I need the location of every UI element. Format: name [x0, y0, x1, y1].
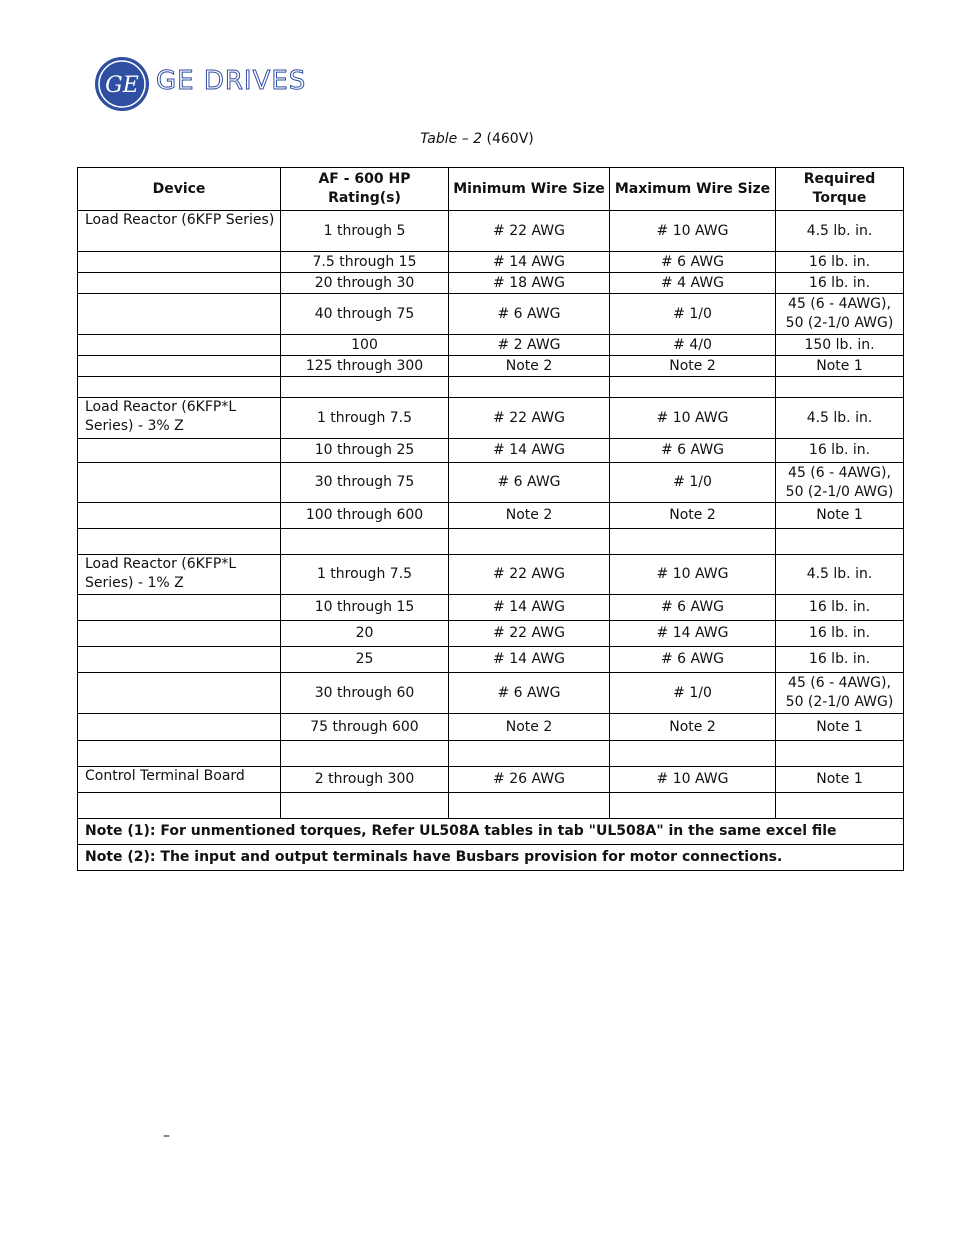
table-caption — [0, 131, 954, 147]
row-max-wire-cell: # 1/0 — [610, 463, 776, 503]
table-row — [78, 503, 904, 529]
row-rating-cell: 100 — [281, 335, 449, 356]
row-max-wire-cell: # 4 AWG — [610, 273, 776, 294]
row-max-wire-cell: # 10 AWG — [610, 398, 776, 439]
row-min-wire-cell: # 6 AWG — [449, 463, 610, 503]
row-device-cell — [78, 621, 281, 647]
row-device-cell: Control Terminal Board — [78, 767, 281, 793]
footer-mark: – — [163, 1128, 170, 1144]
row-torque-cell — [776, 529, 904, 555]
ge-monogram-icon — [92, 56, 156, 112]
row-torque-cell: 16 lb. in. — [776, 252, 904, 273]
table-header-row — [78, 168, 904, 211]
row-device-cell — [78, 714, 281, 741]
row-device-cell: Load Reactor (6KFP*L Series) - 1% Z — [78, 555, 281, 595]
row-min-wire-cell — [449, 529, 610, 555]
table-row — [78, 439, 904, 463]
row-max-wire-cell — [610, 529, 776, 555]
row-min-wire-cell: # 22 AWG — [449, 555, 610, 595]
row-rating-cell: 7.5 through 15 — [281, 252, 449, 273]
row-torque-cell: Note 1 — [776, 714, 904, 741]
row-torque-cell: 16 lb. in. — [776, 595, 904, 621]
row-min-wire-cell: Note 2 — [449, 503, 610, 529]
row-max-wire-cell: # 10 AWG — [610, 555, 776, 595]
row-min-wire-cell: # 6 AWG — [449, 673, 610, 714]
row-torque-cell — [776, 793, 904, 819]
row-max-wire-cell: Note 2 — [610, 503, 776, 529]
row-device-cell — [78, 503, 281, 529]
row-device-cell — [78, 335, 281, 356]
row-device-cell — [78, 439, 281, 463]
note-1: Note (1): For unmentioned torques, Refer UL508A tables in tab "UL508A" in the same excel file — [78, 819, 904, 845]
row-device-cell — [78, 673, 281, 714]
row-rating-cell: 1 through 5 — [281, 211, 449, 252]
row-device-cell — [78, 463, 281, 503]
ge-drives-logo — [92, 56, 332, 112]
row-device-cell — [78, 294, 281, 335]
table-row — [78, 621, 904, 647]
row-max-wire-cell: # 6 AWG — [610, 252, 776, 273]
col-min-wire: Minimum Wire Size — [449, 168, 610, 211]
row-min-wire-cell — [449, 741, 610, 767]
row-device-cell — [78, 377, 281, 398]
row-device-cell — [78, 741, 281, 767]
row-max-wire-cell: # 1/0 — [610, 294, 776, 335]
row-device-cell — [78, 793, 281, 819]
row-rating-cell: 10 through 25 — [281, 439, 449, 463]
table-row — [78, 294, 904, 335]
row-max-wire-cell — [610, 377, 776, 398]
table-row — [78, 398, 904, 439]
table-row — [78, 595, 904, 621]
table-row — [78, 377, 904, 398]
row-torque-cell: 16 lb. in. — [776, 273, 904, 294]
brand-name: GE DRIVES — [156, 66, 307, 96]
table-body — [78, 211, 904, 819]
note-row — [78, 819, 904, 845]
row-device-cell — [78, 273, 281, 294]
row-device-cell — [78, 252, 281, 273]
table-row — [78, 647, 904, 673]
row-min-wire-cell: # 14 AWG — [449, 595, 610, 621]
row-torque-cell: 16 lb. in. — [776, 439, 904, 463]
table-row — [78, 335, 904, 356]
row-min-wire-cell: # 22 AWG — [449, 398, 610, 439]
row-min-wire-cell: # 26 AWG — [449, 767, 610, 793]
table-row — [78, 714, 904, 741]
row-rating-cell: 25 — [281, 647, 449, 673]
row-torque-cell: 4.5 lb. in. — [776, 398, 904, 439]
row-max-wire-cell: # 6 AWG — [610, 439, 776, 463]
caption-rest: (460V) — [482, 131, 534, 147]
row-torque-cell — [776, 741, 904, 767]
row-torque-cell — [776, 377, 904, 398]
row-min-wire-cell: # 18 AWG — [449, 273, 610, 294]
row-min-wire-cell: # 22 AWG — [449, 211, 610, 252]
row-torque-cell: 4.5 lb. in. — [776, 555, 904, 595]
note-2: Note (2): The input and output terminals have Busbars provision for motor connections. — [78, 845, 904, 871]
row-torque-cell: 45 (6 - 4AWG), 50 (2-1/0 AWG) — [776, 294, 904, 335]
table-row — [78, 463, 904, 503]
col-device: Device — [78, 168, 281, 211]
row-torque-cell: 16 lb. in. — [776, 621, 904, 647]
row-max-wire-cell: Note 2 — [610, 714, 776, 741]
row-device-cell — [78, 529, 281, 555]
row-min-wire-cell: # 14 AWG — [449, 439, 610, 463]
row-torque-cell: 45 (6 - 4AWG), 50 (2-1/0 AWG) — [776, 463, 904, 503]
row-rating-cell: 40 through 75 — [281, 294, 449, 335]
row-rating-cell: 75 through 600 — [281, 714, 449, 741]
row-torque-cell: 16 lb. in. — [776, 647, 904, 673]
row-rating-cell — [281, 793, 449, 819]
row-min-wire-cell: # 6 AWG — [449, 294, 610, 335]
row-device-cell — [78, 356, 281, 377]
table-row — [78, 252, 904, 273]
table-row — [78, 211, 904, 252]
row-rating-cell — [281, 741, 449, 767]
row-rating-cell: 1 through 7.5 — [281, 398, 449, 439]
row-rating-cell: 30 through 75 — [281, 463, 449, 503]
row-torque-cell: Note 1 — [776, 767, 904, 793]
row-max-wire-cell: # 1/0 — [610, 673, 776, 714]
table-row — [78, 555, 904, 595]
table-row — [78, 529, 904, 555]
wire-size-table — [77, 167, 904, 871]
row-min-wire-cell — [449, 793, 610, 819]
row-max-wire-cell — [610, 741, 776, 767]
row-max-wire-cell: # 6 AWG — [610, 595, 776, 621]
row-rating-cell — [281, 529, 449, 555]
row-torque-cell: 45 (6 - 4AWG), 50 (2-1/0 AWG) — [776, 673, 904, 714]
row-rating-cell: 20 through 30 — [281, 273, 449, 294]
row-rating-cell: 30 through 60 — [281, 673, 449, 714]
row-torque-cell: 4.5 lb. in. — [776, 211, 904, 252]
table-row — [78, 741, 904, 767]
table-row — [78, 273, 904, 294]
row-torque-cell: Note 1 — [776, 356, 904, 377]
row-device-cell — [78, 647, 281, 673]
row-max-wire-cell: Note 2 — [610, 356, 776, 377]
row-rating-cell: 100 through 600 — [281, 503, 449, 529]
row-min-wire-cell — [449, 377, 610, 398]
row-max-wire-cell: # 6 AWG — [610, 647, 776, 673]
row-max-wire-cell — [610, 793, 776, 819]
row-rating-cell — [281, 377, 449, 398]
col-torque: Required Torque — [776, 168, 904, 211]
row-rating-cell: 10 through 15 — [281, 595, 449, 621]
row-max-wire-cell: # 4/0 — [610, 335, 776, 356]
row-torque-cell: Note 1 — [776, 503, 904, 529]
row-rating-cell: 2 through 300 — [281, 767, 449, 793]
row-torque-cell: 150 lb. in. — [776, 335, 904, 356]
row-min-wire-cell: Note 2 — [449, 356, 610, 377]
row-device-cell — [78, 595, 281, 621]
row-device-cell: Load Reactor (6KFP Series) — [78, 211, 281, 252]
row-max-wire-cell: # 10 AWG — [610, 767, 776, 793]
row-rating-cell: 20 — [281, 621, 449, 647]
row-min-wire-cell: # 22 AWG — [449, 621, 610, 647]
row-max-wire-cell: # 14 AWG — [610, 621, 776, 647]
caption-italic: Table – 2 — [420, 131, 483, 147]
row-rating-cell: 125 through 300 — [281, 356, 449, 377]
table-row — [78, 767, 904, 793]
table-row — [78, 356, 904, 377]
row-min-wire-cell: # 14 AWG — [449, 252, 610, 273]
row-device-cell: Load Reactor (6KFP*L Series) - 3% Z — [78, 398, 281, 439]
row-min-wire-cell: Note 2 — [449, 714, 610, 741]
row-min-wire-cell: # 14 AWG — [449, 647, 610, 673]
row-rating-cell: 1 through 7.5 — [281, 555, 449, 595]
table-row — [78, 673, 904, 714]
row-min-wire-cell: # 2 AWG — [449, 335, 610, 356]
col-rating: AF - 600 HP Rating(s) — [281, 168, 449, 211]
note-row — [78, 845, 904, 871]
row-max-wire-cell: # 10 AWG — [610, 211, 776, 252]
table-row — [78, 793, 904, 819]
col-max-wire: Maximum Wire Size — [610, 168, 776, 211]
monogram-text: GE — [105, 73, 139, 98]
